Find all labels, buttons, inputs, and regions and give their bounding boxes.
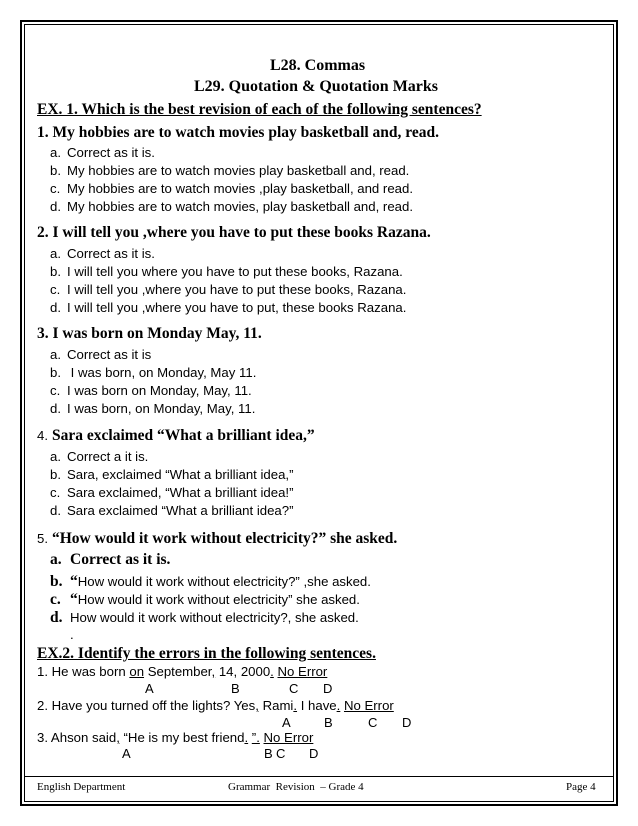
q2-option-b: b. I will tell you where you have to put these books, Razana. bbox=[50, 264, 403, 279]
q1-option-b: b. My hobbies are to watch movies play basketball and, read. bbox=[50, 163, 410, 178]
s2-label-a: A bbox=[282, 715, 291, 730]
q2-option-c: c. I will tell you ,where you have to put these books, Razana. bbox=[50, 282, 407, 297]
ex2-sentence-3: 3. Ahson said, “He is my best friend. ”. No Error bbox=[37, 730, 314, 745]
q2-option-a: a. Correct as it is. bbox=[50, 246, 155, 261]
q4-option-a: a. Correct a it is. bbox=[50, 449, 149, 464]
ex2-sentence-1: 1. He was born on September, 14, 2000. No Error bbox=[37, 664, 328, 679]
question-1: 1. My hobbies are to watch movies play basketball and, read. bbox=[37, 124, 440, 141]
footer-course: Grammar Revision – Grade 4 bbox=[228, 781, 364, 793]
q4-option-b: b. Sara, exclaimed “What a brilliant idea,” bbox=[50, 467, 294, 482]
s3-label-b: B bbox=[264, 746, 273, 761]
question-4: 4. Sara exclaimed “What a brilliant idea,” bbox=[37, 427, 315, 444]
footer-page-number: Page 4 bbox=[566, 781, 596, 793]
q1-option-a: a. Correct as it is. bbox=[50, 145, 155, 160]
s1-label-a: A bbox=[145, 681, 154, 696]
q5-option-b: b. “How would it work without electricity?” ,she asked. bbox=[50, 573, 371, 590]
exercise-1-heading: EX. 1. Which is the best revision of each of the following sentences? bbox=[37, 101, 482, 118]
q5-option-a: a. Correct as it is. bbox=[50, 551, 171, 568]
s1-label-b: B bbox=[231, 681, 240, 696]
s1-label-d: D bbox=[323, 681, 333, 696]
q3-option-a: a. Correct as it is bbox=[50, 347, 152, 362]
s2-label-c: C bbox=[368, 715, 378, 730]
lesson-title-quotation: L29. Quotation & Quotation Marks bbox=[194, 78, 439, 95]
s3-label-d: D bbox=[309, 746, 319, 761]
q5-option-d: d. How would it work without electricity?, she asked. bbox=[50, 609, 359, 626]
lesson-title-commas: L28. Commas bbox=[270, 57, 366, 74]
footer-department: English Department bbox=[37, 781, 126, 793]
q1-option-d: d. My hobbies are to watch movies, play basketball and, read. bbox=[50, 199, 413, 214]
question-5: 5. “How would it work without electricity?” she asked. bbox=[37, 530, 398, 547]
q5-trailing-dot: . bbox=[70, 627, 74, 642]
s2-label-b: B bbox=[324, 715, 333, 730]
q3-option-c: c. I was born on Monday, May, 11. bbox=[50, 383, 252, 398]
q4-option-c: c. Sara exclaimed, “What a brilliant idea!” bbox=[50, 485, 294, 500]
s3-label-a: A bbox=[122, 746, 131, 761]
q1-option-c: c. My hobbies are to watch movies ,play basketball, and read. bbox=[50, 181, 413, 196]
q5-option-c: c. “How would it work without electricity” she asked. bbox=[50, 591, 360, 608]
q4-option-d: d. Sara exclaimed “What a brilliant idea?” bbox=[50, 503, 294, 518]
s3-label-c: C bbox=[276, 746, 286, 761]
question-3: 3. I was born on Monday May, 11. bbox=[37, 325, 262, 342]
exercise-2-heading: EX.2. Identify the errors in the following sentences. bbox=[37, 645, 376, 662]
q2-option-d: d. I will tell you ,where you have to put, these books Razana. bbox=[50, 300, 407, 315]
q3-option-d: d. I was born, on Monday, May, 11. bbox=[50, 401, 256, 416]
question-2: 2. I will tell you ,where you have to put these books Razana. bbox=[37, 224, 431, 241]
q3-option-b: b. I was born, on Monday, May 11. bbox=[50, 365, 257, 380]
s1-label-c: C bbox=[289, 681, 299, 696]
footer-rule bbox=[24, 776, 614, 777]
s2-label-d: D bbox=[402, 715, 412, 730]
ex2-sentence-2: 2. Have you turned off the lights? Yes, Rami. I have. No Error bbox=[37, 698, 394, 713]
